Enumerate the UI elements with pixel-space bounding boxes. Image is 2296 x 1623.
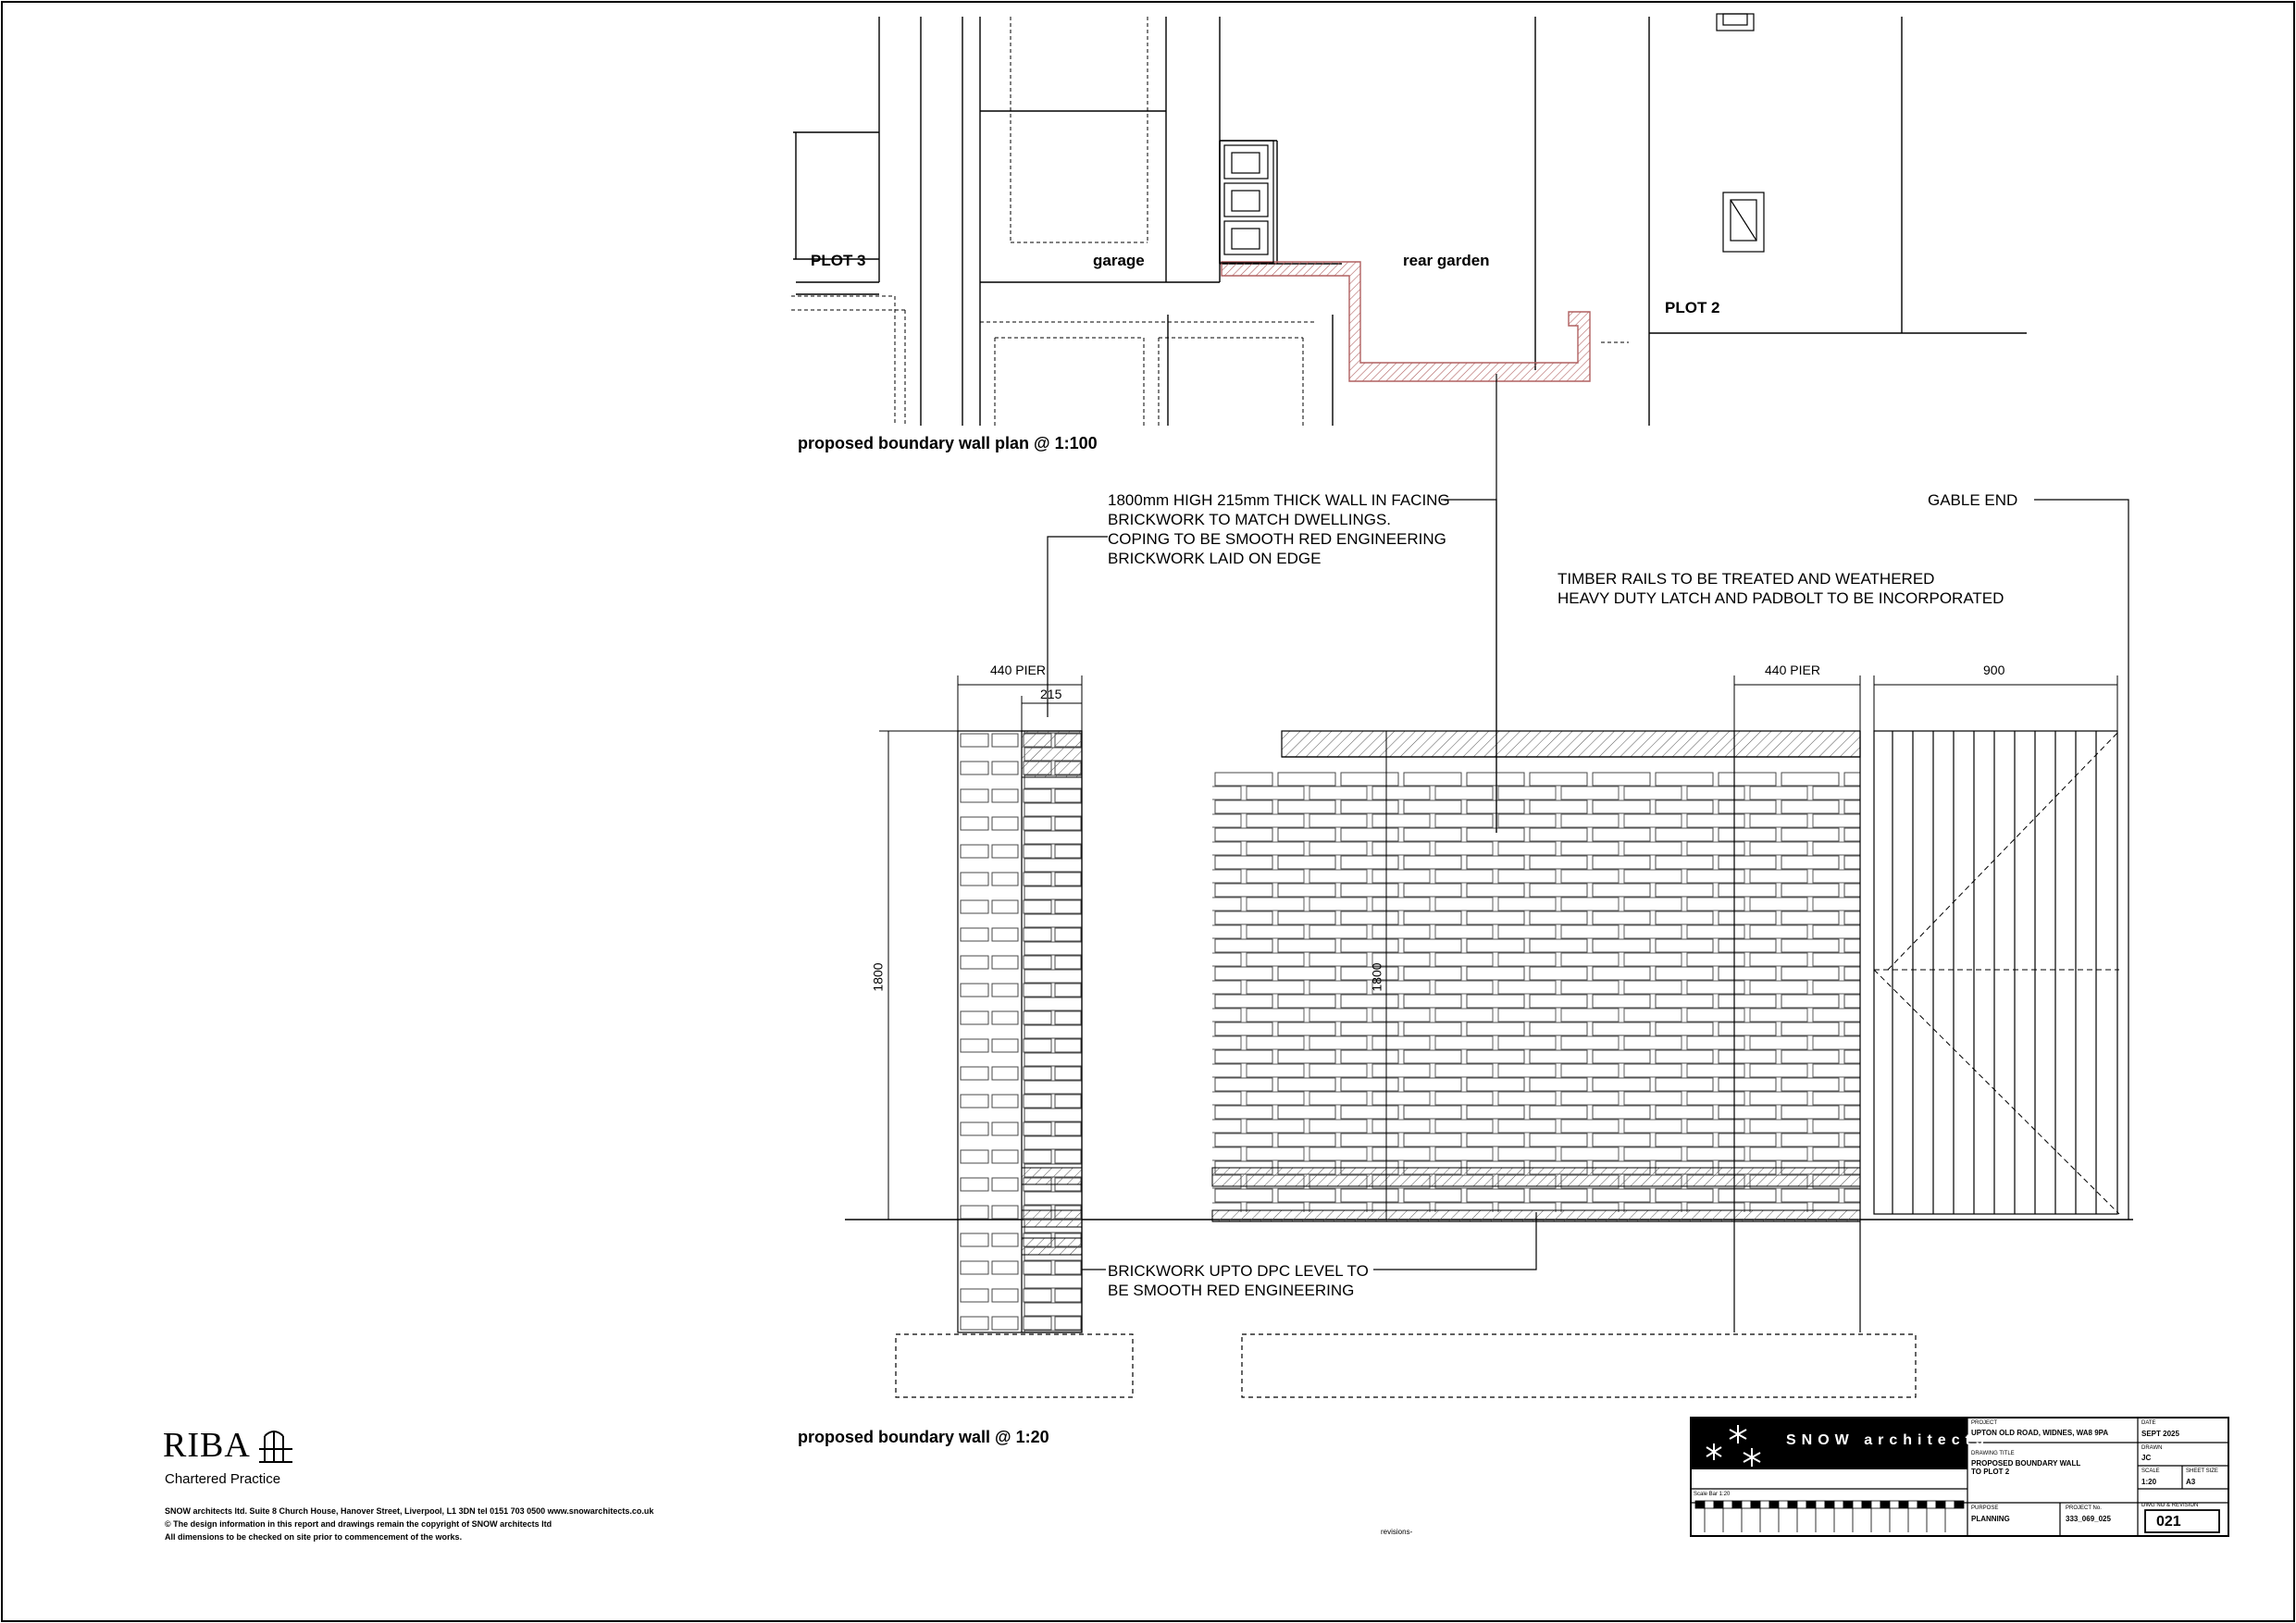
- pier-left-dimension: 440 PIER: [990, 663, 1046, 677]
- date-label: DATE: [2141, 1420, 2156, 1426]
- purpose-label: PURPOSE: [1971, 1505, 1999, 1511]
- foundations: [896, 1334, 1916, 1397]
- plan-title: proposed boundary wall plan @ 1:100: [798, 434, 1098, 452]
- rear-garden-label: rear garden: [1403, 252, 1490, 269]
- rooflight-icon: [1717, 14, 1764, 252]
- scale-bar: [1695, 1501, 1964, 1532]
- left-pier: [958, 731, 1082, 1332]
- riba-icon: [259, 1431, 292, 1462]
- bin-store: [1220, 141, 1273, 263]
- project-number-label: PROJECT No.: [2066, 1505, 2102, 1511]
- sheet-size-label: SHEET SIZE: [2186, 1468, 2218, 1474]
- address-line: SNOW architects ltd. Suite 8 Church House, Hanover Street, Liverpool, L1 3DN tel 0151 703 0500 www.snowarchitects.co.uk: [165, 1506, 654, 1516]
- scale-label: SCALE: [2141, 1468, 2160, 1474]
- project-label: PROJECT: [1971, 1420, 1998, 1426]
- project-number-value: 333_069_025: [2066, 1515, 2111, 1523]
- height-wall-dimension: 1800: [1369, 962, 1384, 992]
- sheet-size-value: A3: [2186, 1478, 2196, 1486]
- height-left-dimension: 1800: [870, 962, 886, 992]
- wall-spec-note: 1800mm HIGH 215mm THICK WALL IN FACING BRICKWORK TO MATCH DWELLINGS. COPING TO BE SMOOTH RED ENGINEERING BRICKWORK LAID ON EDGE: [1108, 491, 1450, 567]
- drawn-label: DRAWN: [2141, 1445, 2163, 1451]
- copyright-line: © The design information in this report and drawings remain the copyright of SNOW architects ltd: [165, 1519, 552, 1529]
- drawing-title-value: PROPOSED BOUNDARY WALL TO PLOT 2: [1971, 1459, 2081, 1476]
- date-value: SEPT 2025: [2141, 1430, 2179, 1438]
- project-value: UPTON OLD ROAD, WIDNES, WA8 9PA: [1971, 1429, 2109, 1437]
- purpose-value: PLANNING: [1971, 1515, 2010, 1523]
- pier-right-dimension: 440 PIER: [1765, 663, 1820, 677]
- revisions-label: revisions-: [1381, 1528, 1413, 1536]
- garage-label: garage: [1093, 252, 1145, 269]
- riba-subtitle: Chartered Practice: [165, 1471, 281, 1487]
- drawing-number-value: 021: [2156, 1514, 2181, 1530]
- gate-width-dimension: 900: [1983, 663, 2005, 677]
- scale-bar-label: Scale Bar 1:20: [1694, 1492, 1731, 1497]
- firm-name: SNOW architects: [1786, 1432, 1990, 1448]
- riba-logo: RIBA: [163, 1426, 251, 1465]
- plot3-label: PLOT 3: [811, 252, 866, 269]
- sheet-border: [2, 2, 2294, 1621]
- drawing-title-label: DRAWING TITLE: [1971, 1451, 2015, 1456]
- pier-thickness-dimension: 215: [1040, 687, 1062, 701]
- scale-value: 1:20: [2141, 1478, 2157, 1486]
- gate-bracing: [1874, 731, 2119, 1214]
- drawn-value: JC: [2141, 1454, 2152, 1462]
- dimensions-note: All dimensions to be checked on site prior to commencement of the works.: [165, 1532, 463, 1542]
- timber-gate: [1874, 731, 2117, 1214]
- main-boundary-wall: [1212, 731, 1860, 1221]
- gable-end-note: GABLE END: [1928, 491, 2018, 509]
- plot2-label: PLOT 2: [1665, 299, 1720, 316]
- elevation-title: proposed boundary wall @ 1:20: [798, 1428, 1049, 1446]
- timber-note: TIMBER RAILS TO BE TREATED AND WEATHERED HEAVY DUTY LATCH AND PADBOLT TO BE INCORPORATED: [1558, 570, 2004, 607]
- dpc-note: BRICKWORK UPTO DPC LEVEL TO BE SMOOTH RED ENGINEERING: [1108, 1262, 1369, 1299]
- drawing-number-label: DWG NO & REVISION: [2141, 1503, 2199, 1508]
